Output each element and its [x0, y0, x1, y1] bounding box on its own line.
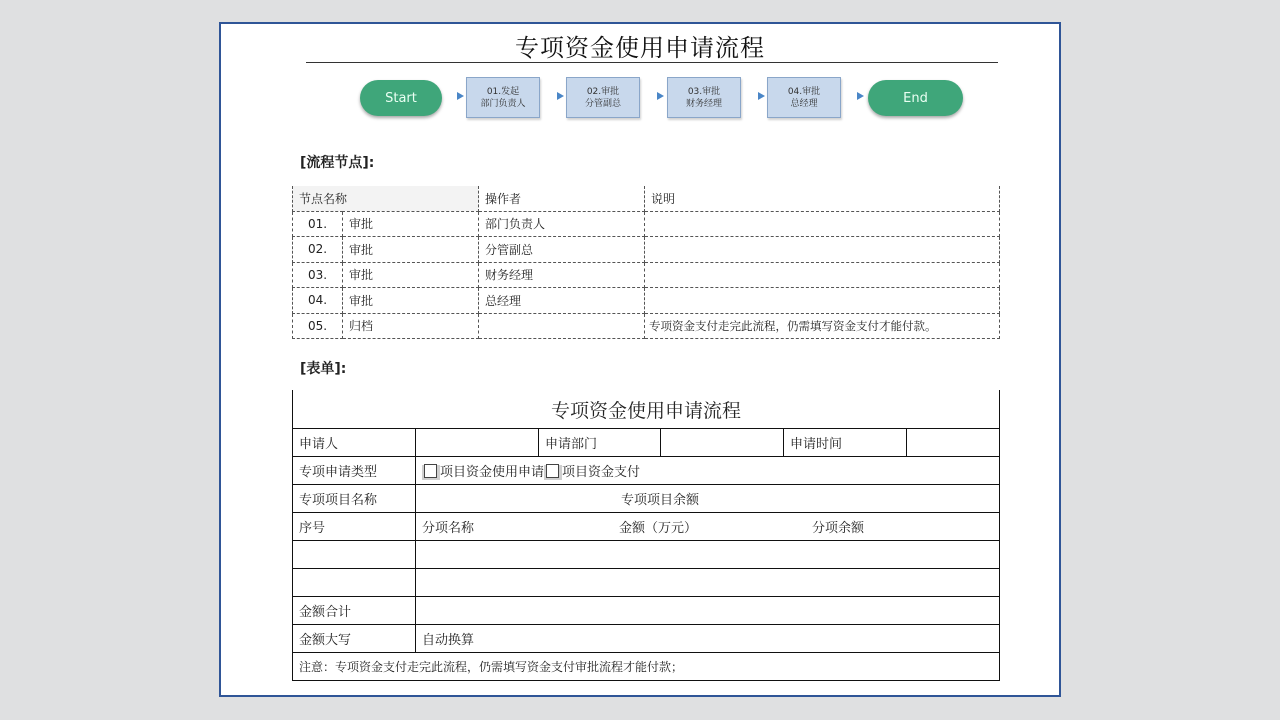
form-row: [293, 485, 1000, 513]
form-row: [293, 429, 1000, 457]
flow-arrow-icon: [457, 92, 464, 100]
time-field[interactable]: [907, 429, 1000, 457]
project-balance-label: 专项项目余额: [416, 485, 1000, 513]
node-note: [645, 211, 1000, 237]
flow-step-2-line1: 02.审批: [586, 86, 620, 97]
flow-step-2-line2: 分管副总: [584, 98, 621, 109]
form-title-row: [293, 390, 1000, 429]
seq-label: 序号: [293, 513, 416, 541]
seq-field[interactable]: [293, 541, 416, 569]
node-number: 01.: [293, 211, 343, 237]
nodes-section-label: [流程节点]:: [300, 155, 375, 171]
node-note: [645, 288, 1000, 314]
node-number: 04.: [293, 288, 343, 314]
item-name-label: 分项名称: [422, 521, 475, 536]
table-row: [293, 262, 1000, 288]
table-row: [293, 237, 1000, 263]
table-row: [293, 211, 1000, 237]
node-name: 审批: [343, 262, 479, 288]
application-form: [292, 390, 1000, 681]
form-row: [293, 513, 1000, 541]
node-operator: 部门负责人: [479, 211, 645, 237]
form-row: [293, 597, 1000, 625]
form-row: [293, 541, 1000, 569]
flow-step-3-line2: 财务经理: [685, 98, 722, 109]
document-page: [219, 22, 1061, 697]
flow-arrow-icon: [758, 92, 765, 100]
title-divider: [306, 62, 998, 63]
amount-label: 金额（万元）: [619, 521, 698, 536]
flow-step-4-line2: 总经理: [790, 98, 818, 109]
form-row: [293, 569, 1000, 597]
node-note: 专项资金支付走完此流程，仍需填写资金支付才能付款。: [645, 313, 1000, 339]
node-number: 02.: [293, 237, 343, 263]
node-note: [645, 262, 1000, 288]
item-field[interactable]: [416, 569, 1000, 597]
flow-step-4: [767, 77, 841, 118]
item-field[interactable]: [416, 541, 1000, 569]
flow-step-3: [667, 77, 741, 118]
flow-step-3-line1: 03.审批: [687, 86, 721, 97]
dept-field[interactable]: [661, 429, 784, 457]
item-balance-label: 分项余额: [812, 521, 865, 536]
total-field[interactable]: [416, 597, 1000, 625]
checkbox-icon: [546, 464, 559, 478]
node-operator: 分管副总: [479, 237, 645, 263]
form-row: [293, 457, 1000, 485]
flow-start-node: Start: [360, 80, 442, 116]
checkbox-icon: [424, 464, 437, 478]
flow-step-1: [466, 77, 540, 118]
node-operator: 财务经理: [479, 262, 645, 288]
node-number: 05.: [293, 313, 343, 339]
applicant-label: 申请人: [293, 429, 416, 457]
header-description: 说明: [645, 186, 1000, 211]
project-name-label: 专项项目名称: [293, 485, 416, 513]
process-flow: [360, 76, 964, 120]
node-name: 审批: [343, 237, 479, 263]
node-name: 审批: [343, 288, 479, 314]
form-row: [293, 625, 1000, 653]
process-nodes-table: [292, 186, 1000, 339]
flow-end-node: End: [868, 80, 963, 116]
flow-arrow-icon: [857, 92, 864, 100]
type-label: 专项申请类型: [293, 457, 416, 485]
table-row: [293, 288, 1000, 314]
flow-step-4-line1: 04.审批: [787, 86, 821, 97]
applicant-field[interactable]: [416, 429, 539, 457]
node-number: 03.: [293, 262, 343, 288]
form-title: 专项资金使用申请流程: [293, 390, 1000, 429]
node-operator: [479, 313, 645, 339]
type-option-2-label: 项目资金支付: [562, 465, 641, 480]
flow-arrow-icon: [657, 92, 664, 100]
table-row: [293, 313, 1000, 339]
flow-step-1-line1: 01.发起: [486, 86, 520, 97]
header-operator: 操作者: [479, 186, 645, 211]
uppercase-label: 金额大写: [293, 625, 416, 653]
type-checkbox-1[interactable]: [422, 465, 440, 480]
header-node-name: 节点名称: [293, 186, 479, 211]
type-checkbox-2[interactable]: [544, 465, 562, 480]
item-header-cell: [416, 513, 1000, 541]
dept-label: 申请部门: [539, 429, 661, 457]
document-title: 专项资金使用申请流程: [515, 34, 765, 62]
auto-convert-text: 自动换算: [416, 625, 1000, 653]
total-label: 金额合计: [293, 597, 416, 625]
node-operator: 总经理: [479, 288, 645, 314]
flow-step-2: [566, 77, 640, 118]
seq-field[interactable]: [293, 569, 416, 597]
table-header-row: [293, 186, 1000, 211]
node-name: 审批: [343, 211, 479, 237]
form-note-row: [293, 653, 1000, 681]
node-note: [645, 237, 1000, 263]
time-label: 申请时间: [784, 429, 907, 457]
node-name: 归档: [343, 313, 479, 339]
flow-step-1-line2: 部门负责人: [480, 98, 526, 109]
form-section-label: [表单]:: [300, 361, 347, 377]
type-option-1-label: 项目资金使用申请: [440, 465, 545, 480]
form-note: 注意：专项资金支付走完此流程，仍需填写资金支付审批流程才能付款；: [293, 653, 1000, 681]
type-options: [416, 457, 1000, 485]
flow-arrow-icon: [557, 92, 564, 100]
